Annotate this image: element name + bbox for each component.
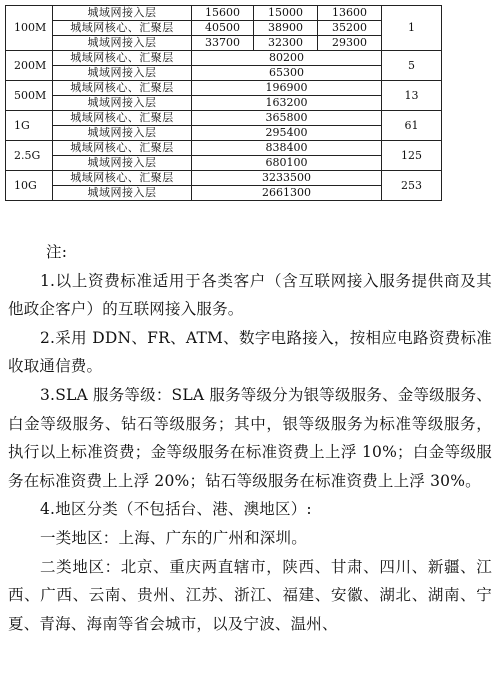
bandwidth-cell: 100M	[6, 6, 53, 51]
layer-cell: 城域网核心、汇聚层	[53, 141, 192, 156]
price-cell: 32300	[254, 36, 318, 51]
note-2: 2.采用 DDN、FR、ATM、数字电路接入，按相应电路资费标准收取通信费。	[8, 328, 492, 376]
table-row	[6, 6, 442, 21]
note-1: 1.以上资费标准适用于各类客户（含互联网接入服务提供商及其他政企客户）的互联网接入服务。	[8, 271, 492, 319]
layer-cell: 城域网接入层	[53, 186, 192, 201]
bandwidth-cell: 2.5G	[6, 141, 53, 171]
region-class-1: 一类地区：上海、广东的广州和深圳。	[40, 528, 307, 547]
notes-heading: 注:	[46, 243, 68, 261]
price-cell: 15600	[192, 6, 254, 21]
multiplier-cell: 125	[382, 141, 442, 171]
price-cell: 15000	[254, 6, 318, 21]
table-row	[6, 186, 442, 201]
price-cell: 13600	[318, 6, 382, 21]
table-row	[6, 36, 442, 51]
price-cell: 365800	[192, 111, 382, 126]
table-row	[6, 81, 442, 96]
layer-cell: 城域网接入层	[53, 126, 192, 141]
layer-cell: 城域网核心、汇聚层	[53, 111, 192, 126]
layer-cell: 城域网接入层	[53, 96, 192, 111]
multiplier-cell: 1	[382, 6, 442, 51]
layer-cell: 城域网接入层	[53, 36, 192, 51]
layer-cell: 城域网接入层	[53, 6, 192, 21]
price-cell: 65300	[192, 66, 382, 81]
layer-cell: 城域网接入层	[53, 156, 192, 171]
bandwidth-cell: 10G	[6, 171, 53, 201]
bandwidth-cell: 500M	[6, 81, 53, 111]
price-cell: 196900	[192, 81, 382, 96]
multiplier-cell: 61	[382, 111, 442, 141]
table-row	[6, 96, 442, 111]
price-cell: 2661300	[192, 186, 382, 201]
price-cell: 38900	[254, 21, 318, 36]
multiplier-cell: 253	[382, 171, 442, 201]
multiplier-cell: 13	[382, 81, 442, 111]
price-cell: 80200	[192, 51, 382, 66]
table-row	[6, 111, 442, 126]
table-row	[6, 66, 442, 81]
tariff-table	[5, 5, 442, 201]
price-cell: 35200	[318, 21, 382, 36]
notes-section	[8, 238, 492, 638]
price-cell: 838400	[192, 141, 382, 156]
bandwidth-cell: 200M	[6, 51, 53, 81]
price-cell: 33700	[192, 36, 254, 51]
layer-cell: 城域网核心、汇聚层	[53, 51, 192, 66]
table-row	[6, 141, 442, 156]
price-cell: 29300	[318, 36, 382, 51]
multiplier-cell: 5	[382, 51, 442, 81]
layer-cell: 城域网核心、汇聚层	[53, 171, 192, 186]
table-row	[6, 21, 442, 36]
price-cell: 163200	[192, 96, 382, 111]
table-row	[6, 51, 442, 66]
table-row	[6, 156, 442, 171]
note-3: 3.SLA 服务等级：SLA 服务等级分为银等级服务、金等级服务、白金等级服务、钻石等级服务；其中，银等级服务为标准等级服务，执行以上标准资费；金等级服务在标准资费上上浮 10%；白金等级服务在标准资费上上浮 20%；钻石等级服务在标准资费上上浮 30%。	[8, 385, 492, 490]
region-class-2: 二类地区：北京、重庆两直辖市，陕西、甘肃、四川、新疆、江西、广西、云南、贵州、江苏、浙江、福建、安徽、湖北、湖南、宁夏、青海、海南等省会城市，以及宁波、温州、	[8, 557, 492, 633]
table-row	[6, 126, 442, 141]
price-cell: 680100	[192, 156, 382, 171]
note-4: 4.地区分类（不包括台、港、澳地区）:	[40, 500, 312, 519]
layer-cell: 城域网核心、汇聚层	[53, 21, 192, 36]
layer-cell: 城域网核心、汇聚层	[53, 81, 192, 96]
table-row	[6, 171, 442, 186]
price-cell: 3233500	[192, 171, 382, 186]
bandwidth-cell: 1G	[6, 111, 53, 141]
price-cell: 40500	[192, 21, 254, 36]
price-cell: 295400	[192, 126, 382, 141]
layer-cell: 城域网接入层	[53, 66, 192, 81]
